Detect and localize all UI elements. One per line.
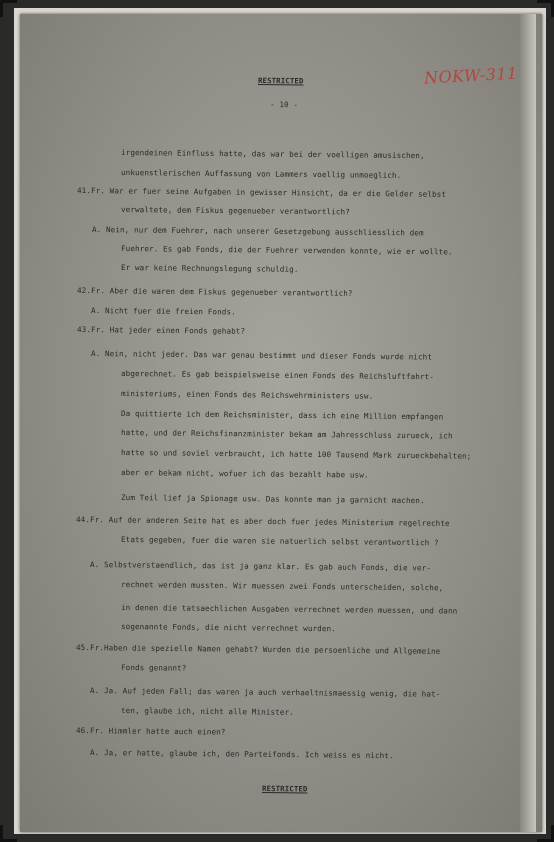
- question-41: 41.Fr. War er fuer seine Aufgaben in gewisser Hinsicht, da er die Gelder selbst: [76, 186, 447, 199]
- text-line: abgerechnet. Es gab beispielsweise einen Fonds des Reichsluftfahrt-: [120, 369, 435, 382]
- text-line: unkuenstlerischen Auffassung von Lammers voellig unmoeglich.: [120, 168, 402, 180]
- answer-42: A. Nicht fuer die freien Fonds.: [90, 306, 236, 317]
- question-42: 42.Fr. Aber die waren dem Fiskus gegenueber verantwortlich?: [76, 286, 353, 298]
- photo-corner-mark: [0, 0, 17, 17]
- text-line: irgendeinen Einfluss hatte, das war bei der voelligen amusischen,: [120, 148, 425, 161]
- photo-corner-mark: [537, 825, 554, 842]
- page-number: - 10 -: [269, 100, 299, 110]
- text-line: Er war keine Rechnungslegung schuldig.: [120, 263, 299, 274]
- answer-45: A. Ja. Auf jeden Fall; das waren ja auch verhaeltnismaessig wenig, die hat-: [89, 686, 441, 699]
- text-line: in denen die tatsaechlichen Ausgaben verrechnet werden muessen, und dann: [120, 603, 458, 616]
- archive-stamp: NOKW-311: [423, 63, 519, 88]
- text-line: Etats gegeben, fuer die waren sie natuerlich selbst verantwortlich ?: [120, 535, 439, 548]
- answer-46: A. Ja, er hatte, glaube ich, den Parteifonds. Ich weiss es nicht.: [89, 748, 394, 761]
- answer-44: A. Selbstverstaendlich, das ist ja ganz klar. Es gab auch Fonds, die ver-: [89, 560, 432, 573]
- question-45: 45.Fr.Haben die spezielle Namen gehabt? Wurden die persoenliche und Allgemeine: [75, 643, 441, 656]
- text-line: ministeriums, einen Fonds des Reichswehrministers usw.: [120, 389, 374, 401]
- text-line: rechnet werden mussten. Wir muessen zwei Fonds unterscheiden, solche,: [120, 580, 444, 593]
- question-44: 44.Fr. Auf der anderen Seite hat es aber doch fuer jedes Ministerium regelrechte: [75, 515, 450, 528]
- footer-classification: RESTRICTED: [261, 784, 308, 794]
- question-43: 43.Fr. Hat jeder einen Fonds gehabt?: [76, 325, 246, 336]
- question-46: 46.Fr. Himmler hatte auch einen?: [75, 726, 226, 737]
- text-line: hatte so und soviel verbraucht, ich hatte 100 Tausend Mark zurueckbehalten;: [120, 448, 472, 461]
- text-line: sogenannte Fonds, die nicht verrechnet wurden.: [120, 622, 336, 634]
- text-line: Da quittierte ich dem Reichsminister, dass ich eine Million empfangen: [120, 409, 444, 422]
- page-edge: [520, 14, 536, 832]
- photo-corner-mark: [0, 825, 17, 842]
- text-line: ten, glaube ich, nicht alle Minister.: [120, 706, 294, 717]
- text-line: hatte, und der Reichsfinanzminister bekam am Jahresschluss zurueck, ich: [120, 428, 453, 441]
- text-line: Zum Teil lief ja Spionage usw. Das konnte man ja garnicht machen.: [120, 493, 425, 506]
- text-line: verwaltete, dem Fiskus gegenueber verantwortlich?: [120, 205, 350, 217]
- header-classification: RESTRICTED: [257, 76, 304, 86]
- answer-41: A. Nein, nur dem Fuehrer, nach unserer Gesetzgebung ausschliesslich dem: [91, 225, 424, 238]
- text-line: Fonds genannt?: [120, 663, 187, 673]
- text-line: aber er bekam nicht, wofuer ich das bezahlt habe usw.: [120, 468, 369, 480]
- photo-corner-mark: [537, 0, 554, 17]
- text-line: Fuehrer. Es gab Fonds, die der Fuehrer verwenden konnte, wie er wollte.: [120, 244, 453, 257]
- answer-43: A. Nein, nicht jeder. Das war genau bestimmt und dieser Fonds wurde nicht: [90, 349, 433, 362]
